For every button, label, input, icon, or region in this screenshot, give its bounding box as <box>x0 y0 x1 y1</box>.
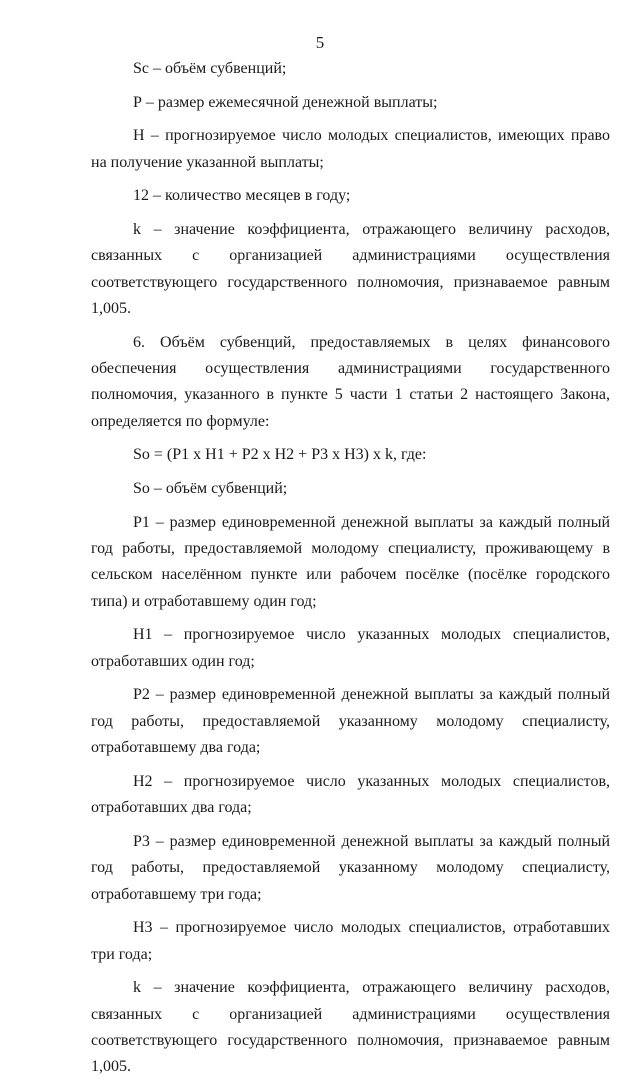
page-number: 5 <box>315 33 325 52</box>
definition-p: Р – размер ежемесячной денежной выплаты; <box>133 93 438 111</box>
definition-p1: Р1 – размер единовременной денежной выплаты за каждый полный год работы, предоставляемой молодому специалисту, проживающему в сельском населённом пункте или рабочем посёлке (посёлке городского типа) и отработавшему один год; <box>91 513 610 610</box>
definition-h3: Н3 – прогнозируемое число молодых специалистов, отработавших три года; <box>91 919 610 963</box>
clause-6: 6. Объём субвенций, предоставляемых в целях финансового обеспечения осуществления администрациями государственного полномочия, указанного в пункте 5 части 1 статьи 2 настоящего Закона, определяется по формуле: <box>91 333 610 430</box>
formula-so: So = (Р1 x Н1 + Р2 x Н2 + Р3 x Н3) x k, где: <box>133 446 427 464</box>
definition-k-second: k – значение коэффициента, отражающего величину расходов, связанных с организацией администрациями осуществления соответствующего государственного полномочия, признаваемое равным 1,005. <box>91 979 610 1076</box>
definition-h2: Н2 – прогнозируемое число указанных молодых специалистов, отработавших два года; <box>91 772 610 817</box>
definition-months: 12 – количество месяцев в году; <box>133 187 351 205</box>
document-body <box>91 56 610 1088</box>
definition-so: So – объём субвенций; <box>133 480 288 497</box>
definition-h: Н – прогнозируемое число молодых специалистов, имеющих право на получение указанной выплаты; <box>91 127 610 171</box>
definition-k-first: k – значение коэффициента, отражающего величину расходов, связанных с организацией администрациями осуществления соответствующего государственного полномочия, признаваемое равным 1,005. <box>91 220 610 317</box>
definition-p3: Р3 – размер единовременной денежной выплаты за каждый полный год работы, предоставляемой указанному молодому специалисту, отработавшему три года; <box>91 832 610 903</box>
definition-sc: Sc – объём субвенций; <box>133 60 287 77</box>
definition-p2: Р2 – размер единовременной денежной выплаты за каждый полный год работы, предоставляемой указанному молодому специалисту, отработавшему два года; <box>91 686 610 757</box>
definition-h1: Н1 – прогнозируемое число указанных молодых специалистов, отработавших один год; <box>91 626 610 670</box>
